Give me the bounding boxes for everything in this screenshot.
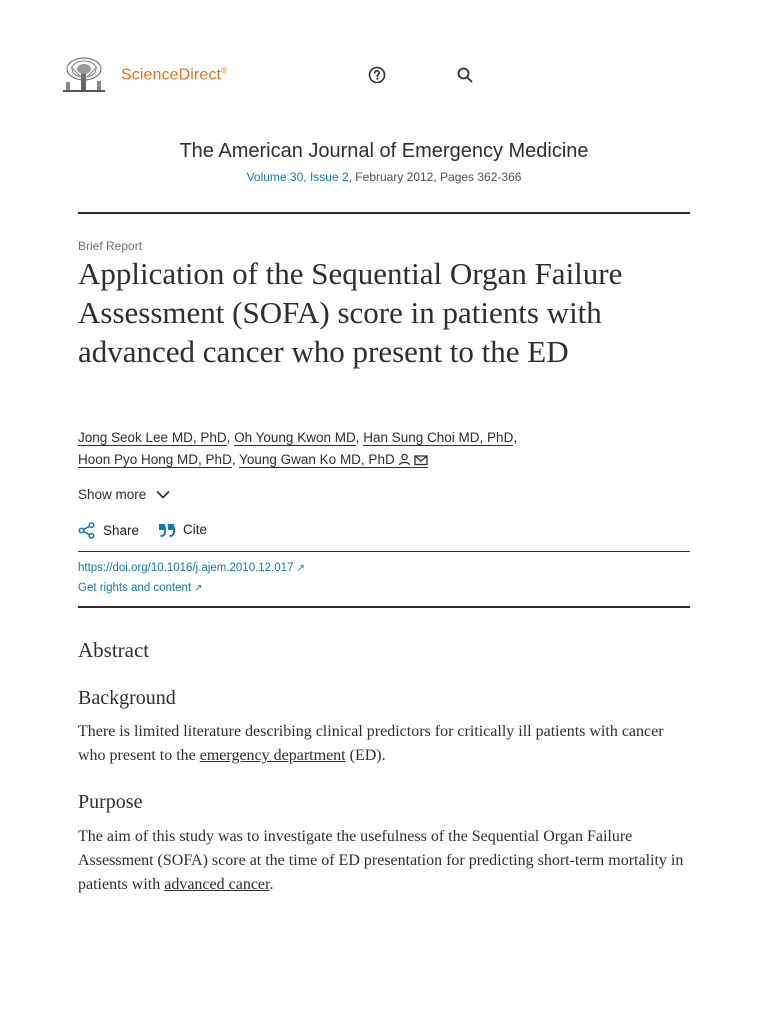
external-link-icon: ↗ [194,583,203,594]
issue-link[interactable]: Volume 30, Issue 2 [246,170,349,184]
article-title: Application of the Sequential Organ Failure Assessment (SOFA) score in patients with advanced cancer who present to the ED [78,256,623,369]
envelope-icon [414,454,428,466]
author-link[interactable]: Hoon Pyo Hong MD, PhD [78,452,232,467]
share-button[interactable] [78,522,139,539]
person-icon [398,453,411,466]
background-text: There is limited literature describing clinical predictors for critically ill patients with cancer who present to the emergency department (ED). [78,723,664,764]
search-icon [456,66,474,84]
top-bar [0,0,768,120]
chevron-down-icon [156,490,170,499]
show-more-button[interactable] [78,487,170,502]
meta-divider [78,606,690,608]
doi-link[interactable]: https://doi.org/10.1016/j.ajem.2010.12.017 ↗ [78,562,305,574]
help-button[interactable] [367,65,387,85]
elsevier-tree-icon[interactable] [61,55,107,95]
cite-button[interactable] [158,522,207,537]
article-type: Brief Report [78,239,143,253]
cite-label: Cite [183,522,208,537]
advanced-cancer-link[interactable]: advanced cancer [164,876,270,893]
search-button[interactable] [455,65,475,85]
journal-name[interactable]: The American Journal of Emergency Medicine [179,140,589,162]
purpose-heading: Purpose [78,791,143,813]
author-link[interactable]: Han Sung Choi MD, PhD [363,430,514,445]
author-list: Jong Seok Lee MD, PhD, Oh Young Kwon MD, Han Sung Choi MD, PhD, Hoon Pyo Hong MD, PhD, Young Gwan Ko MD, PhD [78,430,518,467]
background-heading: Background [78,687,176,709]
rights-link[interactable]: Get rights and content ↗ [78,582,203,594]
actions-divider [78,551,690,552]
abstract-heading: Abstract [78,638,150,662]
show-more-label: Show more [78,487,147,502]
help-circle-icon [368,66,386,84]
author-link[interactable]: Oh Young Kwon MD [234,430,356,445]
purpose-text: The aim of this study was to investigate the usefulness of the Sequential Organ Failure Assessment (SOFA) score at the time of ED presentation for predicting short-term mortality in patients with advanced cancer. [78,828,684,893]
external-link-icon: ↗ [296,563,305,574]
header-divider [78,212,690,214]
share-label: Share [103,523,140,538]
brand-name[interactable]: ScienceDirect® [121,66,228,84]
author-link[interactable]: Jong Seok Lee MD, PhD [78,430,227,445]
share-icon [78,522,95,539]
issue-details: , February 2012, Pages 362-366 [348,170,522,184]
quote-icon [158,523,175,537]
corresponding-author-link[interactable]: Young Gwan Ko MD, PhD [239,452,428,468]
issue-info [0,170,768,184]
emergency-department-link[interactable]: emergency department [199,747,346,764]
